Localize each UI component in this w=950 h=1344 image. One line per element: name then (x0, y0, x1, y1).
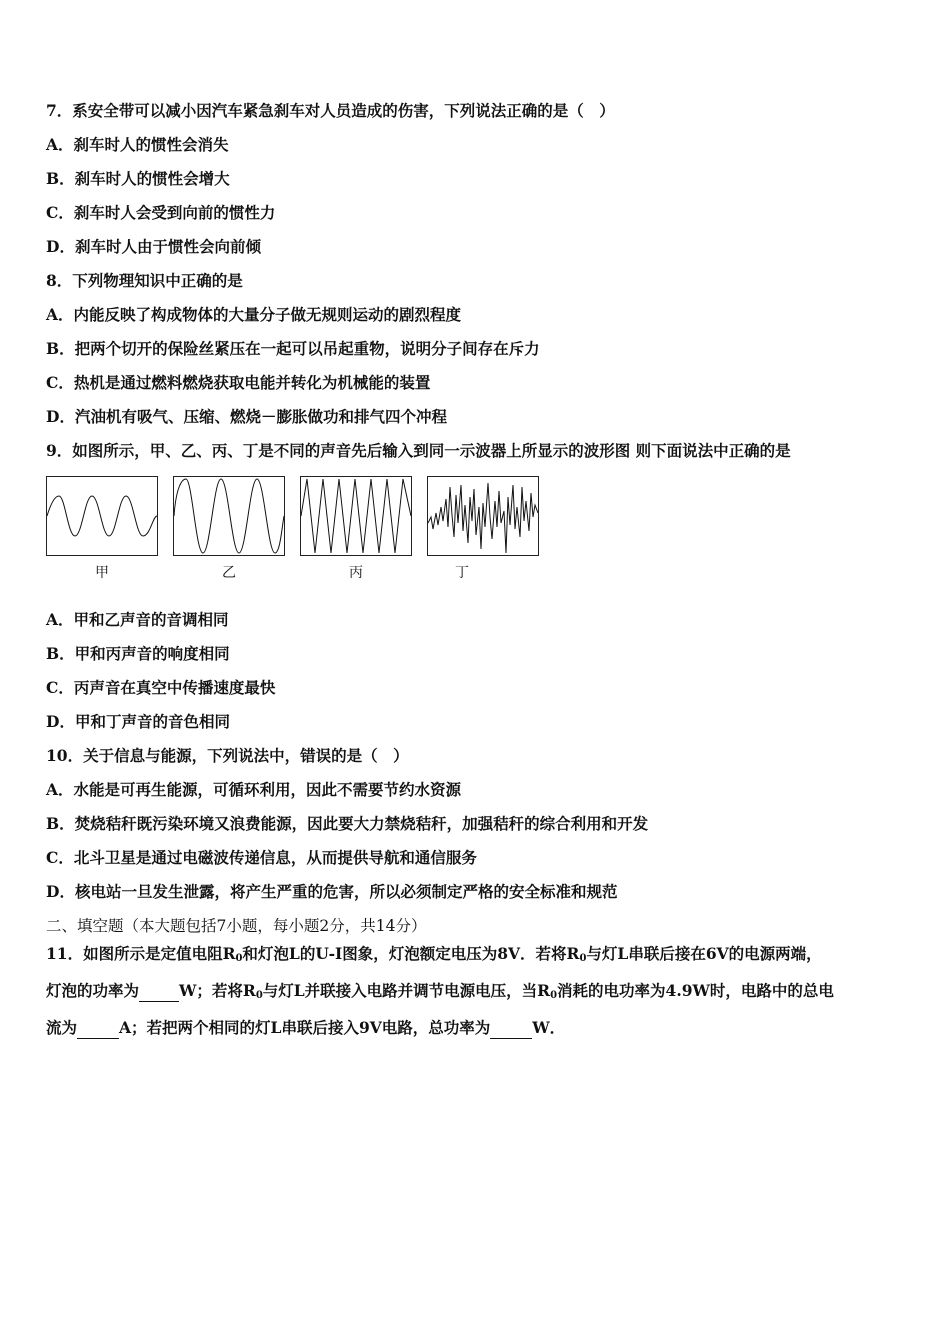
subscript-zero: 0 (579, 953, 587, 964)
answer-blank-1[interactable] (139, 981, 179, 1002)
waveform-ding (427, 476, 539, 556)
waveform-label-jia: 甲 (95, 565, 109, 581)
q9-option-a: A．甲和乙声音的音调相同 (46, 610, 229, 629)
waveform-bing (300, 476, 412, 556)
subscript-zero: 0 (235, 953, 243, 964)
q11-text: 和灯泡L的U-I图象，灯泡额定电压为8V．若将R (242, 944, 580, 963)
waveform-jia (46, 476, 158, 556)
q7-option-d: D．刹车时人由于惯性会向前倾 (46, 237, 261, 256)
q9-stem: 9．如图所示，甲、乙、丙、丁是不同的声音先后输入到同一示波器上所显示的波形图 则下面说法中正确的是 (46, 441, 791, 460)
q11-line-3 (46, 1018, 565, 1039)
answer-blank-3[interactable] (490, 1018, 532, 1039)
q11-text: 与灯L串联后接在6V的电源两端， (586, 944, 822, 963)
q11-text: 灯泡的功率为 (46, 981, 140, 1000)
q11-text: A；若把两个相同的灯L串联后接入9V电路，总功率为 (119, 1018, 491, 1037)
q8-option-c: C．热机是通过燃料燃烧获取电能并转化为机械能的装置 (46, 373, 431, 392)
q7-option-a: A．刹车时人的惯性会消失 (46, 135, 229, 154)
q9-option-d: D．甲和丁声音的音色相同 (46, 712, 230, 731)
waveform-label-ding: 丁 (455, 565, 469, 581)
section-heading: 二、填空题（本大题包括7小题，每小题2分，共14分） (46, 917, 427, 935)
q11-text: W． (532, 1018, 566, 1037)
q9-option-c: C．丙声音在真空中传播速度最快 (46, 678, 276, 697)
q8-stem: 8．下列物理知识中正确的是 (46, 271, 243, 290)
q7-option-b: B．刹车时人的惯性会增大 (46, 169, 230, 188)
q10-option-b: B．焚烧秸秆既污染环境又浪费能源，因此要大力禁烧秸秆，加强秸秆的综合利用和开发 (46, 814, 649, 833)
answer-blank-2[interactable] (77, 1018, 119, 1039)
waveform-label-bing: 丙 (349, 565, 363, 581)
q10-option-a: A．水能是可再生能源，可循环利用，因此不需要节约水资源 (46, 780, 462, 799)
waveform-label-yi: 乙 (222, 565, 236, 581)
q7-stem: 7．系安全带可以减小因汽车紧急刹车对人员造成的伤害，下列说法正确的是（ ） (46, 101, 615, 120)
q11-text: 消耗的电功率为4.9W时，电路中的总电 (557, 981, 834, 1000)
q11-text: 与灯L并联接入电路并调节电源电压，当R (262, 981, 551, 1000)
q11-text: 11．如图所示是定值电阻R (46, 944, 236, 963)
q8-option-b: B．把两个切开的保险丝紧压在一起可以吊起重物，说明分子间存在斥力 (46, 339, 540, 358)
q10-option-c: C．北斗卫星是通过电磁波传递信息，从而提供导航和通信服务 (46, 848, 477, 867)
q8-option-a: A．内能反映了构成物体的大量分子做无规则运动的剧烈程度 (46, 305, 462, 324)
q11-text: 流为 (46, 1018, 78, 1037)
subscript-zero: 0 (255, 990, 263, 1001)
q11-line-2 (46, 981, 834, 1006)
q10-stem: 10．关于信息与能源，下列说法中，错误的是（ ） (46, 746, 409, 765)
q7-option-c: C．刹车时人会受到向前的惯性力 (46, 203, 276, 222)
subscript-zero: 0 (550, 990, 558, 1001)
waveform-yi (173, 476, 285, 556)
q11-text: W；若将R (179, 981, 256, 1000)
q9-option-b: B．甲和丙声音的响度相同 (46, 644, 230, 663)
q11-line-1 (46, 944, 822, 969)
q8-option-d: D．汽油机有吸气、压缩、燃烧－膨胀做功和排气四个冲程 (46, 407, 447, 426)
q10-option-d: D．核电站一旦发生泄露，将产生严重的危害，所以必须制定严格的安全标准和规范 (46, 882, 618, 901)
